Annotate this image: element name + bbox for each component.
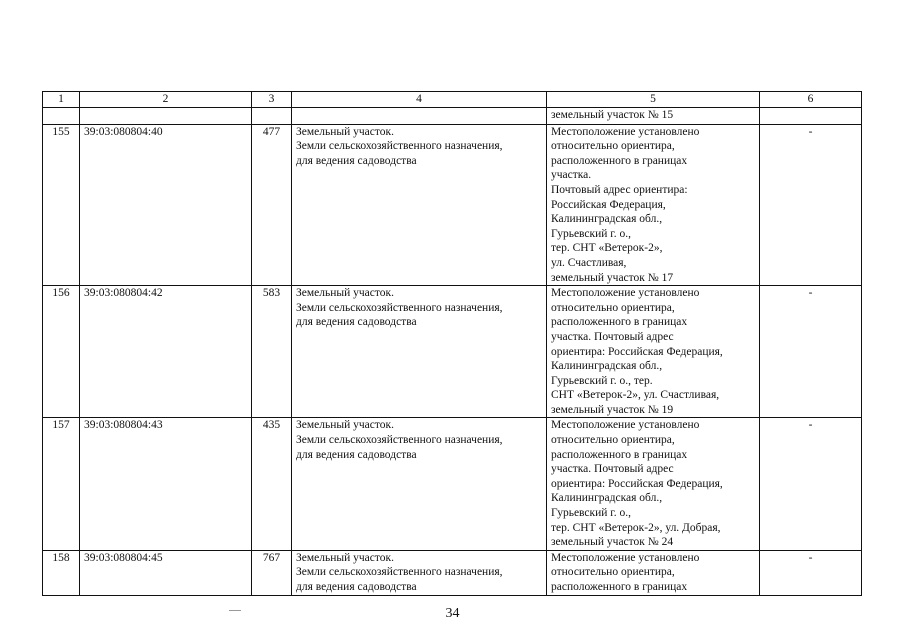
- plot-location-line: Местоположение установлено: [551, 125, 700, 138]
- col6-value: -: [760, 418, 862, 550]
- table-row: [43, 418, 862, 550]
- plot-description-line: для ведения садоводства: [296, 581, 417, 593]
- plot-location-line: Местоположение установлено: [551, 419, 700, 432]
- plot-location-line: Калининградская обл.,: [551, 213, 663, 226]
- continuation-row: [43, 107, 862, 124]
- table-row: [43, 124, 862, 286]
- header-col-4: 4: [292, 92, 547, 108]
- continuation-location: земельный участок № 15: [547, 107, 760, 124]
- plot-description-line: Земельный участок.: [296, 287, 394, 300]
- header-col-5: 5: [547, 92, 760, 108]
- continuation-cell: [80, 107, 252, 124]
- plot-description-line: Земельный участок.: [296, 419, 394, 432]
- cadastral-number: 39:03:080804:45: [80, 550, 252, 595]
- plot-description: [292, 418, 547, 550]
- plot-description-line: Земельный участок.: [296, 125, 394, 138]
- plot-location-line: относительно ориентира,: [551, 566, 675, 579]
- plot-location-line: Российская Федерация,: [551, 198, 666, 211]
- plot-location-line: Местоположение установлено: [551, 551, 700, 564]
- plot-location-line: участка.: [551, 169, 592, 182]
- plot-location-line: земельный участок № 17: [551, 271, 674, 284]
- plot-location-line: Калининградская обл.,: [551, 360, 663, 373]
- plot-location-line: земельный участок № 19: [551, 403, 674, 416]
- plot-location-line: Гурьевский г. о., тер.: [551, 374, 653, 387]
- plot-location-line: Гурьевский г. о.,: [551, 227, 631, 240]
- plot-description-line: для ведения садоводства: [296, 448, 417, 461]
- header-row: [43, 92, 862, 108]
- plot-location-line: ориентира: Российская Федерация,: [551, 477, 723, 490]
- header-col-3: 3: [252, 92, 292, 108]
- land-plot-table: [42, 91, 862, 596]
- plot-description-line: Земли сельскохозяйственного назначения,: [296, 566, 503, 579]
- plot-location: [547, 418, 760, 550]
- area-value: 583: [252, 286, 292, 418]
- plot-location-line: Почтовый адрес ориентира:: [551, 183, 688, 196]
- plot-description: [292, 286, 547, 418]
- plot-location-line: ул. Счастливая,: [551, 256, 627, 269]
- continuation-cell: [292, 107, 547, 124]
- plot-location-line: расположенного в границах: [551, 581, 688, 593]
- page-number: 34: [445, 606, 460, 621]
- plot-location-line: расположенного в границах: [551, 448, 688, 461]
- plot-location: [547, 286, 760, 418]
- cadastral-number: 39:03:080804:43: [80, 418, 252, 550]
- plot-location-line: СНТ «Ветерок-2», ул. Счастливая,: [551, 389, 720, 402]
- plot-location-line: относительно ориентира,: [551, 434, 675, 447]
- row-number: 156: [43, 286, 80, 418]
- cadastral-number: 39:03:080804:42: [80, 286, 252, 418]
- table-row: [43, 286, 862, 418]
- plot-description-line: Земли сельскохозяйственного назначения,: [296, 434, 503, 447]
- plot-description-line: для ведения садоводства: [296, 316, 417, 329]
- plot-location-line: Калининградская обл.,: [551, 492, 663, 505]
- plot-location: [547, 550, 760, 595]
- row-number: 158: [43, 550, 80, 595]
- continuation-cell: [252, 107, 292, 124]
- plot-location-line: расположенного в границах: [551, 316, 688, 329]
- plot-description-line: для ведения садоводства: [296, 154, 417, 167]
- table-row: [43, 550, 862, 595]
- header-col-1: 1: [43, 92, 80, 108]
- plot-description-line: Земельный участок.: [296, 551, 394, 564]
- col6-value: -: [760, 286, 862, 418]
- plot-location-line: участка. Почтовый адрес: [551, 463, 674, 476]
- continuation-cell: [760, 107, 862, 124]
- area-value: 767: [252, 550, 292, 595]
- plot-location-line: Местоположение установлено: [551, 287, 700, 300]
- plot-description-line: Земли сельскохозяйственного назначения,: [296, 140, 503, 153]
- plot-location-line: ориентира: Российская Федерация,: [551, 345, 723, 358]
- plot-location-line: участка. Почтовый адрес: [551, 330, 674, 343]
- area-value: 477: [252, 124, 292, 286]
- col6-value: -: [760, 124, 862, 286]
- header-col-2: 2: [80, 92, 252, 108]
- plot-location-line: земельный участок № 24: [551, 536, 674, 549]
- plot-description: [292, 550, 547, 595]
- area-value: 435: [252, 418, 292, 550]
- plot-location-line: Гурьевский г. о.,: [551, 507, 631, 520]
- continuation-cell: [43, 107, 80, 124]
- plot-location-line: относительно ориентира,: [551, 140, 675, 153]
- plot-location-line: относительно ориентира,: [551, 301, 675, 314]
- row-number: 157: [43, 418, 80, 550]
- col6-value: -: [760, 550, 862, 595]
- plot-location: [547, 124, 760, 286]
- plot-description: [292, 124, 547, 286]
- row-number: 155: [43, 124, 80, 286]
- cadastral-number: 39:03:080804:40: [80, 124, 252, 286]
- plot-location-line: тер. СНТ «Ветерок-2»,: [551, 242, 663, 255]
- plot-location-line: расположенного в границах: [551, 154, 688, 167]
- plot-location-line: тер. СНТ «Ветерок-2», ул. Добрая,: [551, 521, 721, 534]
- plot-description-line: Земли сельскохозяйственного назначения,: [296, 301, 503, 314]
- header-col-6: 6: [760, 92, 862, 108]
